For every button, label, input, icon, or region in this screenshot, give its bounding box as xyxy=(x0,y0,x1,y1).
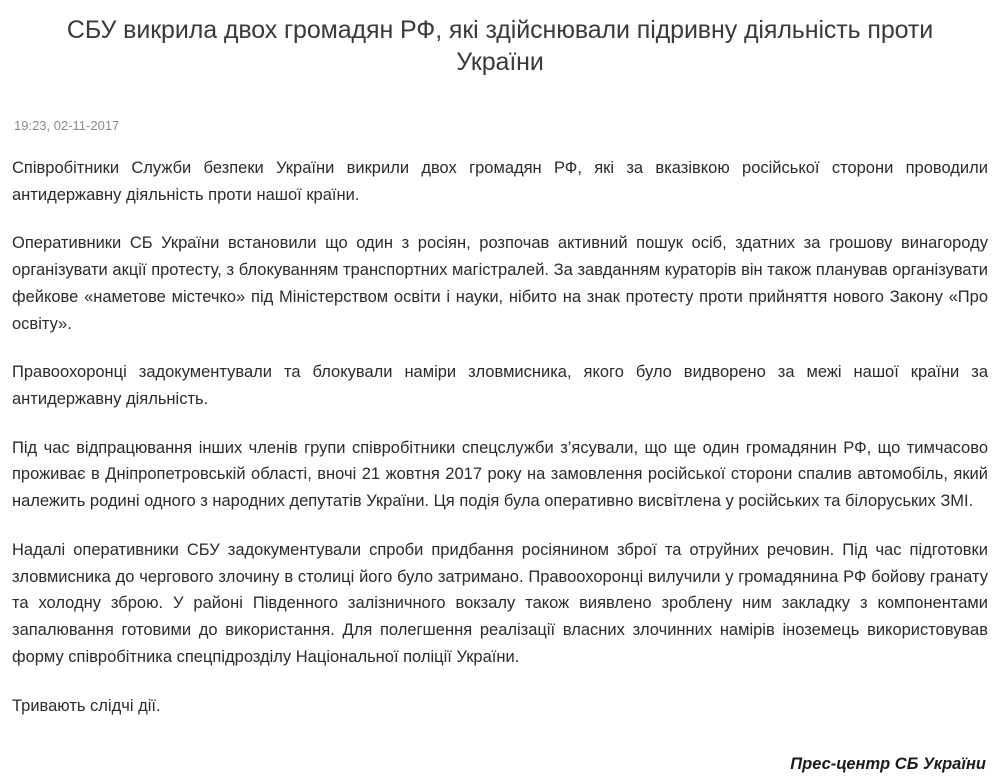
article-paragraph: Оперативники СБ України встановили що один з росіян, розпочав активний пошук осіб, здатних за грошову винагороду організувати акції протесту, з блокуванням транспортних магістралей. За завданням кураторів він також планував організувати фейкове «наметове містечко» під Міністерством освіти і науки, нібито на знак протесту проти прийняття нового Закону «Про освіту». xyxy=(12,234,988,333)
page-title: СБУ викрила двох громадян РФ, які здійснювали підривну діяльність проти України xyxy=(66,16,934,76)
article-body xyxy=(10,155,990,719)
article-signature: Прес-центр СБ України xyxy=(790,755,986,774)
article-paragraph: Під час відпрацювання інших членів групи співробітники спецслужби з’ясували, що ще один громадянин РФ, що тимчасово проживає в Дніпропетровській області, вночі 21 жовтня 2017 року на замовлення російської сторони спалив автомобіль, який належить родині одного з народних депутатів України. Ця подія була оперативно висвітлена у російських та білоруських ЗМІ. xyxy=(12,438,988,511)
article-paragraph: Співробітники Служби безпеки України викрили двох громадян РФ, які за вказівкою російської сторони проводили антидержавну діяльність проти нашої країни. xyxy=(12,159,988,204)
article-paragraph: Правоохоронці задокументували та блокували наміри зловмисника, якого було видворено за межі нашої країни за антидержавну діяльність. xyxy=(12,363,988,409)
article-paragraph: Тривають слідчі дії. xyxy=(12,696,161,715)
publish-timestamp: 19:23, 02-11-2017 xyxy=(14,118,120,133)
article-paragraph: Надалі оперативники СБУ задокументували спроби придбання росіянином зброї та отруйних речовин. Під час підготовки зловмисника до чергового злочину в столиці його було затримано. Правоохоронці вилучили у громадянина РФ бойову гранату та холодну зброю. У районі Південного залізничного вокзалу також виявлено зроблену ним закладку з компонентами запалювання готовими до використання. Для полегшення реалізації власних злочинних намірів іноземець використовував форму співробітника спецпідрозділу Національної поліції України. xyxy=(12,540,988,666)
